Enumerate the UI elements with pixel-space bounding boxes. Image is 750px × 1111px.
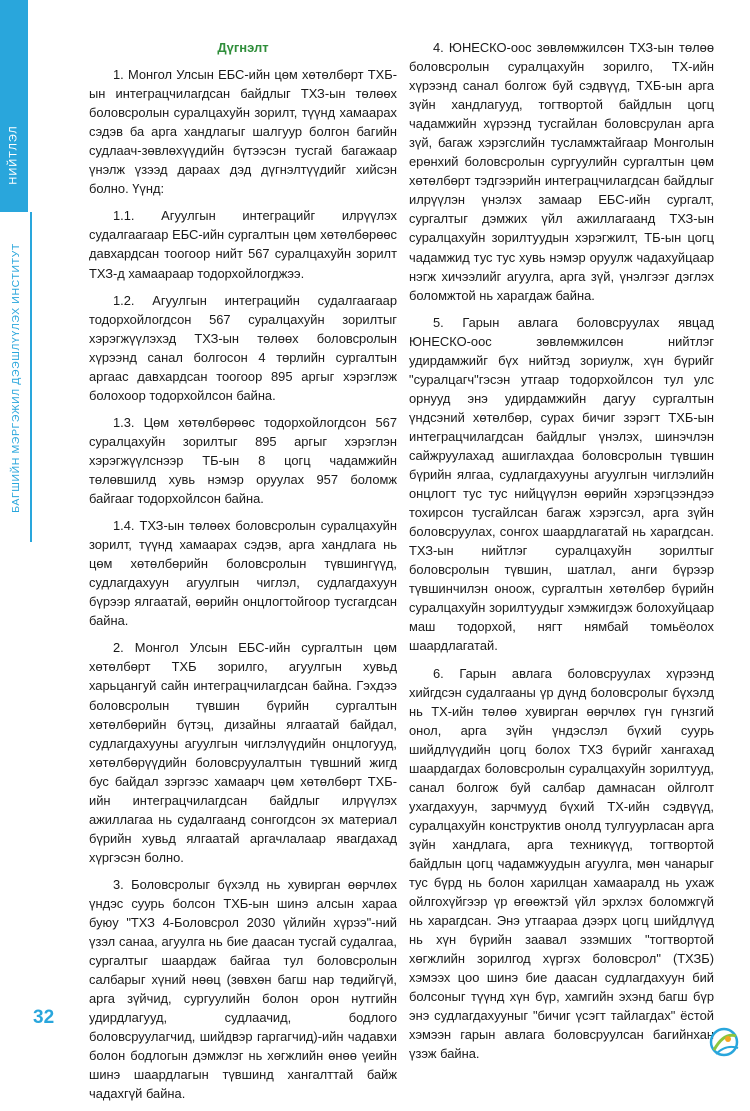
paragraph: 1.4. ТХЗ-ын төлөөх боловсролын суралцахуйн зорилт, түүнд хамаарах сэдэв, арга хандлага нь цөм хөтөлбөрийн боловсролын түвшингүүд, судлагдахуун агуулгын чиглэл, судлагдахуун бүрээр ялгаатай, өөрийн онцлогтойгоор тусгагдсан байна. (89, 518, 397, 629)
paragraph: 1. Монгол Улсын ЕБС-ийн цөм хөтөлбөрт ТХБ-ын интеграцчилагдсан байдлыг ТХЗ-ын төлөөх боловсролын суралцахуйн зорилт, түүнд хамаарах сэдэв ба арга хандлагыг шалгуур болгон багийн судлаач-зөвлөхүүдийн бүтээсэн тусгай багажаар үнэлж үзээд дараах дэд дүгнэлтүүдийг хийсэн болно. Үүнд: (89, 67, 397, 197)
section-label: НИЙТЛЭЛ (8, 125, 20, 185)
paragraph: 6. Гарын авлага боловсруулах хүрээнд хийгдсэн судалгааны үр дүнд боловсролыг бүхэлд нь ТХ-ийн төлөө хувирган өөрчлөх гүн гүнзгий онол, арга зүйн үндэслэл бүхий суурь шийдлүүдийн цогц болох ТХЗ бүрийг хангахад шаардагдах боловсролын суралцахуйн зорилтууд, санал болгож буй салбар дамнасан ойлголт ухагдахуун, зарчмууд бүхий ТХ-ийн сэдвүүд, суралцахуйн конструктив онолд тулгуурласан арга зүйн хандлага, арга техникүүд, тогтвортой байдлын цогц чадамжуудын агуулга, мөн чанарыг тус бүрд нь болон харилцан хамааралд нь ухаж ойлгохүйгээр үр өгөөжтэй үйл эрхлэх боломжгүй нь харагдсан. Энэ утгаараа дээрх цогц шийдлүүд нь хүн бүрийн заавал эзэмших "тогтвортой хөгжлийн зорилгод хүргэх боловсрол" (ТХЗБ) хэмээх цоо шинэ бие даасан судлагдахуун бий болсоныг түүнд хүн бүр, хамгийн эхэнд багш бүр энэ судлагдахууныг "бичиг үсэгт тайлагдах" ёстой хэмээн гарын авлага боловсруулсан багийнхан үзэж байна. (409, 665, 714, 1062)
paragraph: 1.1. Агуулгын интеграцийг илрүүлэх судалгаагаар ЕБС-ийн сургалтын цөм хөтөлбөрөөс давхардсан тоогоор нийт 567 суралцахуйн зорилт ТХЗ-д хамаараар тодорхойлогджээ. (89, 208, 397, 281)
paragraph: 5. Гарын авлага боловсруулах явцад ЮНЕСКО-оос зөвлөмжилсөн нийтлэг удирдамжийг бүх нийтэд зориулж, хүн бүрийг "суралцагч"гэсэн утгаар тодорхойлсон тул улс орнууд энэ удирдамжийн дагуу сургалтын үндсэний хөтөлбөр, сурах бичиг зэрэгт ТХБ-ын интеграцчилагдсан байдлыг үнэлэх, шинэчлэн сайжруулахад ашиглахдаа боловсролын түвшин бүрийн ялгаа, судлагдахууны агуулгын чиглэлийн онцлогт тус тус нийцүүлэн өөрийн хэрэгцээндээ тохирсон тусгайлсан багаж хэрэгсэл, арга зүйн боловсруулах, сонгох шаардлагатай нь харагдсан. ТХЗ-ын нийтлэг суралцахуйн зорилтыг боловсролын түвшин, шатлал, анги бүрээр түвшинчилэн оноож, сургалтын хөтөлбөр бүрийн суралцахуйн зорилтуудыг хэмжигдэж болохуйцаар маш тодорхой, нягт нямбай томьёолох шаардлагатай. (409, 314, 714, 654)
side-band (0, 0, 28, 1069)
paragraph: 1.2. Агуулгын интеграцийн судалгаагаар тодорхойлогдсон 567 суралцахуйн зорилтыг хэрэгжүүлэхэд ТХЗ-ын төлөөх боловсролын хүрээнд санал болгосон 4 төрлийн сургалтын аргаас давхардсан тоогоор 895 аргыг хэрэглэж болохоор тодорхойлсон байна. (89, 292, 397, 403)
institute-logo-icon (706, 1024, 742, 1060)
paragraph: 2. Монгол Улсын ЕБС-ийн сургалтын цөм хөтөлбөрт ТХБ зорилго, агуулгын хувьд харьцангуй сайн интеграцчилагдсан байна. Гэхдээ боловсролын түвшин бүрийн сургалтын хөтөлбөрийн бүтэц, дизайны ялгаатай байдал, судлагдахууны агуулгын чиглэлүүдийн онцлогууд, хөтөлбөрүүдийн боловсруулалтын түвшний жигд бус байдал зэргээс хамаарч цөм хөтөлбөрт ТХБ-ийн интеграцчилагдсан байдлыг илрүүлэх ажиллагаа нь судалгаанд сонгогдсон эх материал бүрийн хувьд ялгаатай аргачлалаар явагдахад хүргэсэн болно. (89, 640, 397, 865)
side-divider (30, 212, 32, 542)
paragraph: 1.3. Цөм хөтөлбөрөөс тодорхойлогдсон 567 суралцахуйн зорилтыг 895 аргыг хэрэглэн хэрэгжүүлснээр ТБ-ын 8 цогц чадамжийн төлөвшилд хувь нэмэр оруулах 957 боломж байгааг тодорхойлсон байна. (89, 414, 397, 507)
section-label-wrap (4, 100, 24, 210)
paragraph: 3. Боловсролыг бүхэлд нь хувирган өөрчлөх үндэс суурь болсон ТХБ-ын шинэ алсын хараа буюу "ТХЗ 4-Боловсрол 2030 үйлийн хүрээ"-ний үзэл санаа, агуулга нь бие даасан тусгай судалгаа, сургалтыг шаардаж байгаа тул боловсролын салбарыг хүний нөөц (зөвхөн багш нар төдийгүй, арга зүйчид, сургуулийн болон орон нутгийн удирдлагууд, судлаачид, бодлого боловсруулагчид, шийдвэр гаргагчид)-ийн чадавхи болон бодлогын дэмжлэг нь хөгжлийн өнөө үеийн шинэ шаардлагын түвшинд хангалттай байж чадахгүй байна. (89, 876, 397, 1102)
page-number: 32 (33, 1007, 55, 1028)
section-heading: Дүгнэлт (217, 40, 269, 55)
left-column (89, 38, 397, 1111)
right-column (409, 38, 714, 1071)
paragraph: 4. ЮНЕСКО-оос зөвлөмжилсөн ТХЗ-ын төлөө боловсролын суралцахуйн зорилго, ТХ-ийн хүрээнд санал болгож буй сэдвүүд, ТХБ-ын арга зүйн хандлагууд, тогтвортой байдлын цогц чадамжийн хүрээнд тусгайлан боловсрулан арга зүй, багаж хэрэгслийн тусламжтайгаар Монголын ерөнхий боловсролын сургуулийн сургалтын цөм хөтөлбөрт тэдгээрийн интеграцчилагдсан байдлыг илрүүлэн үнэлэх замаар ЕБС-ийн сургалт, сургалтыг дэмжих үйл ажиллагаанд ТХЗ-ын суралцахуйн зорилтуудын хэрэгжилт, ТБ-ын цогц чадамжид тус тус хувь нэмэр оруулж чадахуйцаар нэгж хичээлийг агуулга, арга зүй, үнэлгээг дэглэх боломжтой нь харагдаж байна. (409, 40, 714, 303)
institute-label-wrap (6, 215, 26, 540)
institute-label: БАГШИЙН МЭРГЭЖИЛ ДЭЭШЛҮҮЛЭХ ИНСТИТУТ (10, 242, 22, 513)
